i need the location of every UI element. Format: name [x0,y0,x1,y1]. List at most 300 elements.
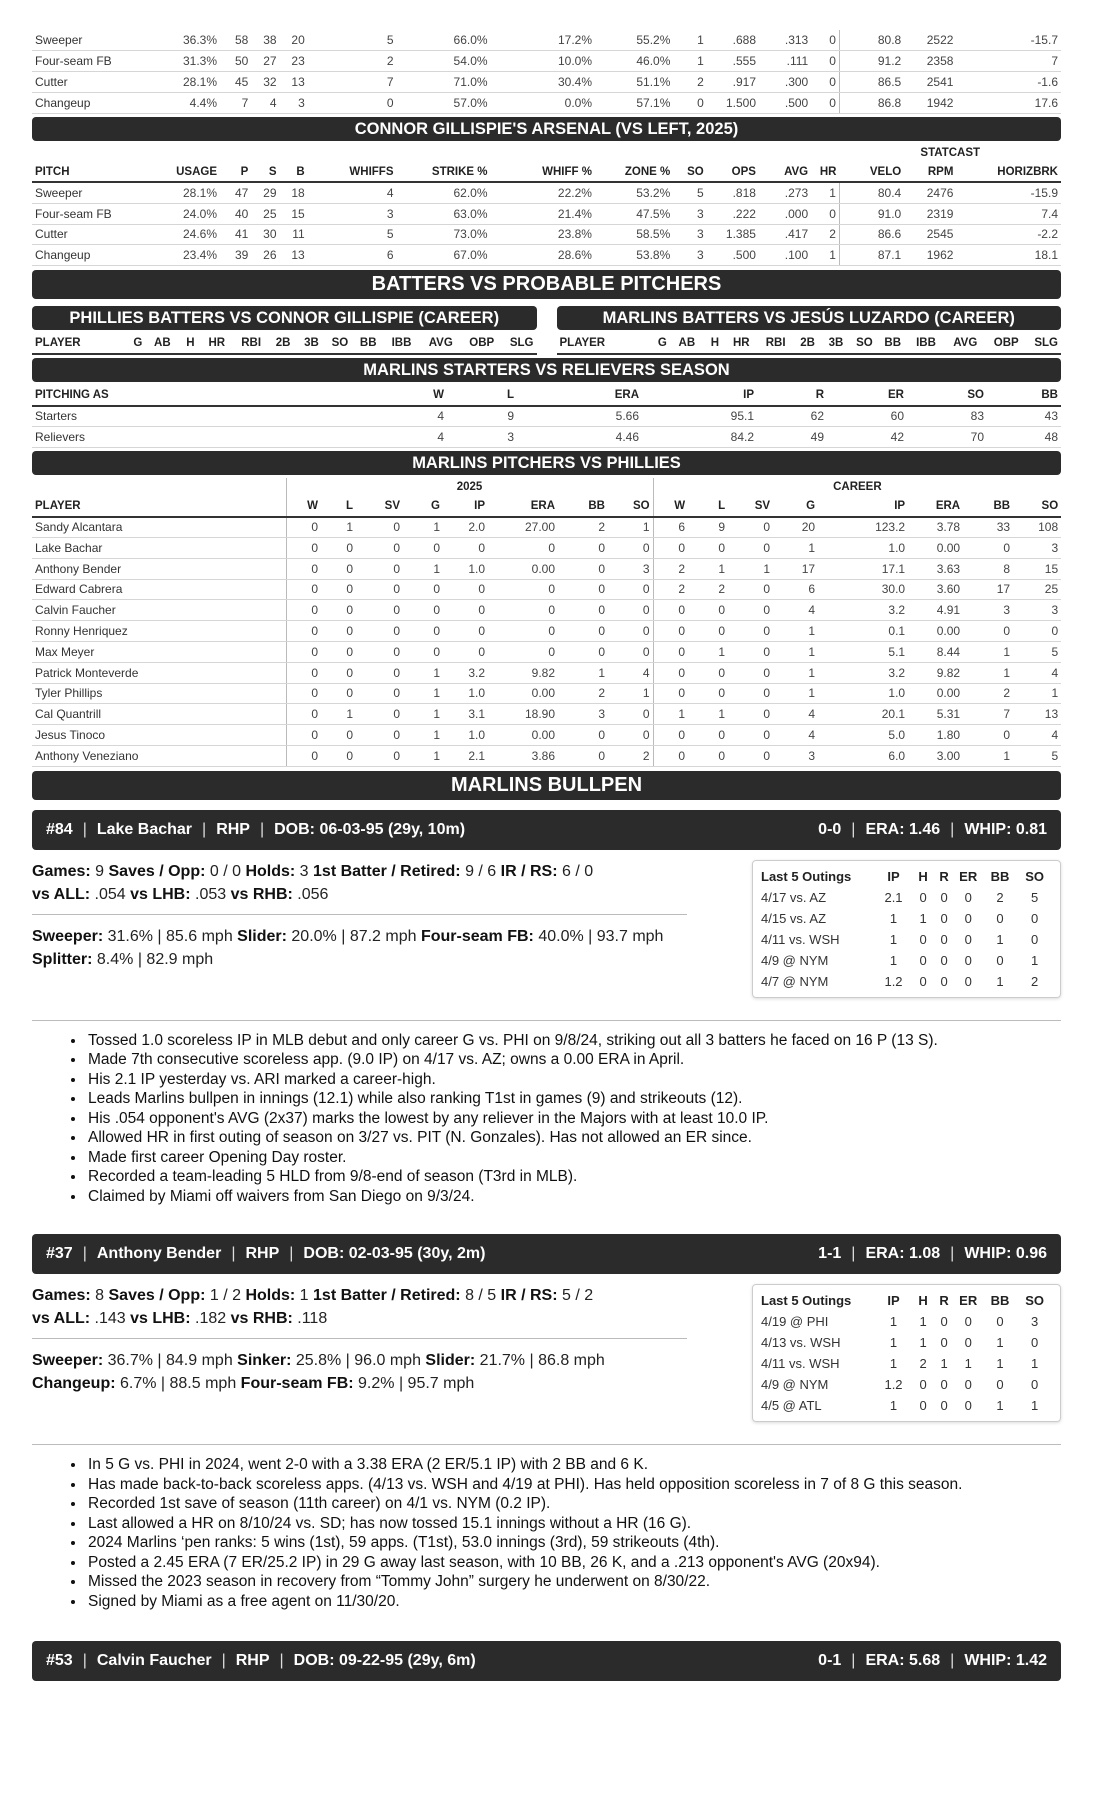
table-cell: 0 [728,579,773,600]
column-header: IP [443,496,488,517]
stat-value: 25.8% | 96.0 mph [291,1352,426,1370]
table-cell: 4/13 vs. WSH [761,1335,841,1351]
table-cell: 84.2 [642,427,757,448]
table-cell: 3.78 [908,517,963,538]
table-cell: 1 [403,662,443,683]
table-cell: 4 [773,600,818,621]
table-cell: 0 [488,641,558,662]
column-header: OBP [456,333,497,354]
table-cell: 17.2% [491,30,595,51]
column-header: IP [818,496,908,517]
note-item: • Missed the 2023 season in recovery from “Tommy John” surgery he underwent on 8/30/22. [86,1572,1061,1592]
note-item: • Posted a 2.45 ERA (7 ER/25.2 IP) in 29 G away last season, with 10 BB, 26 K, and a .213 opponent's AVG (20x94). [86,1553,1061,1573]
table-cell: 20.1 [818,704,908,725]
column-header: IBB [904,333,939,354]
table-cell: 1.385 [707,224,759,245]
table-cell: 0 [308,92,397,113]
table-cell: 28.1% [157,182,220,203]
player-number: #53 [46,1652,73,1670]
column-header: BB [987,385,1061,406]
table-cell: 1 [996,931,1004,947]
table-cell: 0 [403,537,443,558]
table-cell: 1 [889,1356,898,1372]
table-cell: 1 [996,973,1004,989]
statcast-label: STATCAST [920,146,981,159]
pitch-mix-line [32,948,702,971]
table-cell: 36.3% [157,30,220,51]
outing-row [761,887,1052,908]
table-cell: 0 [286,579,321,600]
batters-vs-section [32,303,1061,355]
table-cell: 1 [321,517,356,538]
table-cell: 0 [356,745,403,766]
stat-label: Slider: [425,1352,476,1370]
table-cell: 7 [963,704,1013,725]
column-header: W [286,496,321,517]
table-cell: 1 [403,517,443,538]
table-cell: Jesus Tinoco [32,725,286,746]
table-cell: 0 [940,910,948,926]
arsenal-table [32,144,1061,266]
table-cell: 1 [773,621,818,642]
table-cell: 0 [964,1377,972,1393]
table-cell: 18.90 [488,704,558,725]
table-cell: 2 [308,51,397,72]
table-cell: 1 [653,704,688,725]
column-header: ERA [517,385,642,406]
stat-value: 6 / 0 [557,862,594,880]
table-cell: 1.0 [443,558,488,579]
starters-relievers-table [32,385,1061,448]
table-cell: 0 [286,600,321,621]
table-cell: 0 [653,683,688,704]
pitch-mix-line [32,1349,702,1372]
table-cell: 9.82 [908,662,963,683]
table-cell: .222 [707,203,759,224]
column-header: W [653,496,688,517]
table-cell: 0 [558,641,608,662]
arsenal-header-row [32,162,1061,183]
column-header: SO [1025,868,1045,884]
stat-label: vs RHB: [230,1310,293,1328]
stat-value: 9 [90,862,109,880]
table-cell: 0 [558,558,608,579]
table-cell: 1 [728,558,773,579]
table-cell: 21.4% [491,203,595,224]
table-cell: 55.2% [595,30,673,51]
stat-label: Sweeper: [32,927,104,945]
table-cell: Anthony Veneziano [32,745,286,766]
table-cell: 0 [608,641,653,662]
table-cell: 0 [321,641,356,662]
stat-value: 21.7% | 86.8 mph [475,1352,605,1370]
table-cell: 0 [996,910,1004,926]
table-cell: 0 [286,621,321,642]
table-row [32,683,1061,704]
table-cell: 0 [356,662,403,683]
player-hand: RHP [235,1652,270,1670]
table-cell: 0 [728,517,773,538]
table-cell: 0 [558,745,608,766]
table-cell: 0 [728,600,773,621]
column-header: OPS [707,162,759,183]
table-cell: 3 [673,203,706,224]
table-cell: 26 [251,245,279,266]
table-cell: 0 [940,1377,948,1393]
stat-value: 1 [295,1287,314,1305]
column-header: 3B [818,333,846,354]
table-cell: 38 [251,30,279,51]
marlins-batters-header [557,333,1062,354]
table-cell: 6.0 [818,745,908,766]
stat-label: 1st Batter / Retired: [313,1287,461,1305]
table-cell: 27 [251,51,279,72]
top-arsenal-table [32,30,1061,114]
column-header: ER [959,868,978,884]
note-item: • In 5 G vs. PHI in 2024, went 2-0 with a 3.38 ERA (2 ER/5.1 IP) with 2 BB and 6 K. [86,1455,1061,1475]
note-item: • His 2.1 IP yesterday vs. ARI marked a career-high. [86,1070,1061,1090]
table-cell: .688 [707,30,759,51]
arsenal-title: CONNOR GILLISPIE'S ARSENAL (VS LEFT, 2025) [32,117,1061,141]
table-cell: 1 [688,704,728,725]
table-cell: 0 [356,621,403,642]
column-header: H [918,1293,928,1309]
marlins-batters-title: MARLINS BATTERS VS JESÚS LUZARDO (CAREER) [557,306,1062,330]
column-header: SLG [1022,333,1061,354]
table-cell: 47 [220,182,251,203]
pitchers-vs-phillies-body [32,517,1061,767]
table-cell: 1 [996,1398,1004,1414]
table-cell: 1 [688,641,728,662]
table-cell: 0 [811,30,839,51]
stat-line-splits [32,1307,702,1330]
table-cell: 4/17 vs. AZ [761,889,827,905]
note-item: • Leads Marlins bullpen in innings (12.1) while also ranking T1st in games (9) and strikeouts (12). [86,1089,1061,1109]
outings-body [761,887,1052,992]
table-cell: 54.0% [397,51,491,72]
table-cell: Relievers [32,427,332,448]
table-cell: 17 [963,579,1013,600]
table-cell: 4 [308,182,397,203]
table-cell: 2 [673,72,706,93]
column-header: PLAYER [557,333,646,354]
stat-label: Saves / Opp: [108,862,206,880]
table-cell: 0 [940,931,948,947]
outing-row [761,1395,1052,1416]
table-cell: -15.7 [956,30,1061,51]
table-cell: 1 [608,683,653,704]
table-cell: 3 [1013,600,1061,621]
table-cell: 0 [964,1398,972,1414]
table-cell: 3.63 [908,558,963,579]
table-cell: 1 [1031,952,1039,968]
table-cell: 4.91 [908,600,963,621]
stat-value: 5 / 2 [557,1287,594,1305]
table-cell: 5 [1013,641,1061,662]
table-cell: 43 [987,406,1061,427]
stat-value: .054 [90,885,131,903]
table-cell: 0 [321,600,356,621]
column-header: R [939,1293,949,1309]
table-cell: 0 [356,517,403,538]
table-cell: 0 [608,704,653,725]
table-cell: 2541 [904,72,956,93]
pitch-mix-line [32,925,702,948]
notes-bachar [86,1031,1061,1207]
column-header: S [251,162,279,183]
stat-label: Holds: [245,862,296,880]
column-header: AVG [414,333,455,354]
column-header: SLG [497,333,536,354]
table-cell: 1 [963,662,1013,683]
column-header: AVG [939,333,980,354]
table-cell: Sweeper [32,182,157,203]
stat-line-splits [32,883,702,906]
column-header: IP [642,385,757,406]
table-cell: 0 [1031,931,1039,947]
column-header: VELO [839,162,904,183]
table-cell: 0 [403,621,443,642]
column-header: SV [356,496,403,517]
table-cell: 2545 [904,224,956,245]
stat-value: 8 [90,1287,109,1305]
last-outings-bender [752,1284,1061,1422]
table-cell: 5 [308,30,397,51]
player-record: 0-1 [818,1652,842,1670]
table-cell: 2476 [904,182,956,203]
table-cell: 1 [688,558,728,579]
table-cell: 80.8 [839,30,904,51]
table-cell: .917 [707,72,759,93]
stat-value: 3 [295,862,314,880]
table-cell: 13 [280,72,308,93]
table-cell: 86.5 [839,72,904,93]
table-cell: 53.2% [595,182,673,203]
table-cell: 17 [773,558,818,579]
table-cell: 17.6 [956,92,1061,113]
table-cell: 53.8% [595,245,673,266]
column-header: RBI [228,333,264,354]
player-stats-bachar [32,860,702,998]
table-cell: 22.2% [491,182,595,203]
table-cell: 4 [332,427,447,448]
table-cell: 3.2 [443,662,488,683]
table-cell: 0 [286,683,321,704]
table-cell: 71.0% [397,72,491,93]
table-cell: 0 [688,745,728,766]
table-cell: Changeup [32,245,157,266]
table-cell: .300 [759,72,811,93]
table-cell: .818 [707,182,759,203]
table-cell: 1 [996,1335,1004,1351]
table-cell: 0 [1031,1335,1039,1351]
table-cell: 0 [488,600,558,621]
table-cell: 0 [996,952,1004,968]
table-cell: -15.9 [956,182,1061,203]
stat-label: Saves / Opp: [108,1287,206,1305]
table-cell: 3 [608,558,653,579]
table-row [32,224,1061,245]
outing-row [761,908,1052,929]
table-cell: 5 [308,224,397,245]
table-cell: 41 [220,224,251,245]
table-cell: 4 [332,406,447,427]
column-header: 3B [293,333,321,354]
table-cell: .111 [759,51,811,72]
table-cell: 1 [673,30,706,51]
table-cell: 0 [356,600,403,621]
table-row [32,745,1061,766]
column-header: ER [827,385,907,406]
table-cell: 1 [403,683,443,704]
table-cell: 0 [286,745,321,766]
note-item: • His .054 opponent's AVG (2x37) marks the lowest by any reliever in the Majors with at least 10.0 IP. [86,1109,1061,1129]
stat-value: .143 [90,1310,131,1328]
table-cell: 1 [889,910,898,926]
table-cell: 6 [308,245,397,266]
column-header: BB [558,496,608,517]
table-cell: 4/5 @ ATL [761,1398,822,1414]
column-header: P [220,162,251,183]
table-cell: 4/9 @ NYM [761,952,829,968]
table-cell: 25 [1013,579,1061,600]
table-cell: 0 [321,683,356,704]
table-cell: 87.1 [839,245,904,266]
column-header: PLAYER [32,333,121,354]
table-cell: 0 [728,683,773,704]
table-cell: 0.1 [818,621,908,642]
marlins-batters-table [557,333,1062,355]
pitch-mix-line [32,1372,702,1395]
table-row [32,427,1061,448]
column-header: SO [1025,1293,1045,1309]
column-header: BB [990,868,1010,884]
table-cell: 0 [1013,621,1061,642]
stat-label: Changeup: [32,1375,116,1393]
column-header: PLAYER [32,496,286,517]
table-cell: 1 [964,1356,972,1372]
stat-value: .118 [292,1310,328,1328]
phillies-batters-table [32,333,537,355]
table-cell: 4/19 @ PHI [761,1314,829,1330]
table-cell: 0 [940,1314,948,1330]
outings-body [761,1311,1052,1416]
stat-value: .053 [190,885,231,903]
table-cell: 0 [321,579,356,600]
stat-value: 8 / 5 [460,1287,501,1305]
stat-value: 6.7% | 88.5 mph [115,1375,241,1393]
column-header: SO [846,333,875,354]
table-row [32,30,1061,51]
stat-label: vs ALL: [32,885,91,903]
table-cell: 58 [220,30,251,51]
table-cell: 0 [321,745,356,766]
table-cell: .500 [759,92,811,113]
table-cell: 5.31 [908,704,963,725]
table-cell: 0 [653,745,688,766]
game-notes-page [32,30,1061,1681]
player-number: #84 [46,820,73,838]
table-cell: 0 [964,931,972,947]
table-cell: 0 [403,579,443,600]
note-item: • Claimed by Miami off waivers from San Diego on 9/3/24. [86,1187,1061,1207]
player-record: 1-1 [818,1245,842,1263]
stat-label: Games: [32,1287,91,1305]
table-cell: 32 [251,72,279,93]
table-cell: 0 [963,621,1013,642]
table-cell: 1 [1031,1398,1039,1414]
table-cell: 0 [286,517,321,538]
table-cell: 0 [653,662,688,683]
column-header: IBB [380,333,415,354]
table-cell: 1 [889,1314,898,1330]
table-cell: 4 [608,662,653,683]
table-cell: 1 [811,245,839,266]
table-cell: 0 [356,641,403,662]
table-cell: 0 [286,558,321,579]
stat-value: 9.2% | 95.7 mph [353,1375,475,1393]
table-row [32,725,1061,746]
column-header: BB [990,1293,1010,1309]
table-cell: 108 [1013,517,1061,538]
table-cell: 3.86 [488,745,558,766]
column-header: WHIFF % [491,162,595,183]
table-cell: 0 [558,537,608,558]
table-cell: 48 [987,427,1061,448]
pitchers-vs-phillies-table [32,478,1061,767]
table-cell: 60 [827,406,907,427]
table-cell: 30.0 [818,579,908,600]
table-cell: 0 [728,621,773,642]
table-cell: 1 [1013,683,1061,704]
table-row [32,641,1061,662]
table-cell: 0.00 [488,558,558,579]
table-cell: 0 [608,579,653,600]
table-cell: 0 [403,600,443,621]
table-row [32,51,1061,72]
table-cell: 0 [964,910,972,926]
column-header: H [918,868,928,884]
table-cell: 0 [286,641,321,662]
table-cell: 0 [286,725,321,746]
player-dob: DOB: 02-03-95 (30y, 2m) [303,1245,486,1263]
table-cell: 1.0 [443,683,488,704]
table-cell: 58.5% [595,224,673,245]
player-dob: DOB: 06-03-95 (29y, 10m) [274,820,466,838]
outing-row [761,929,1052,950]
table-cell: 1 [889,931,898,947]
column-header: RBI [753,333,789,354]
table-cell: 2 [653,558,688,579]
player-hand: RHP [216,820,250,838]
table-cell: 2.1 [443,745,488,766]
table-cell: 45 [220,72,251,93]
stat-label: Four-seam FB: [420,927,534,945]
table-cell: 31.3% [157,51,220,72]
note-item: • Tossed 1.0 scoreless IP in MLB debut and only career G vs. PHI on 9/8/24, striking out all 3 batters he faced on 16 P (13 S). [86,1031,1061,1051]
note-item: • Recorded 1st save of season (11th career) on 4/1 vs. NYM (0.2 IP). [86,1494,1061,1514]
table-cell: 0 [286,662,321,683]
outing-row [761,971,1052,992]
table-cell: 1 [963,641,1013,662]
player-whip: WHIP: 0.96 [964,1245,1047,1263]
column-header: AB [145,333,173,354]
table-cell: Sandy Alcantara [32,517,286,538]
table-cell: 0 [688,683,728,704]
note-item: • Allowed HR in first outing of season on 3/27 vs. PIT (N. Gonzales). Has not allowed an ER since. [86,1128,1061,1148]
table-cell: 0 [811,203,839,224]
note-item: • Recorded a team-leading 5 HLD from 9/8-end of season (T3rd in MLB). [86,1167,1061,1187]
